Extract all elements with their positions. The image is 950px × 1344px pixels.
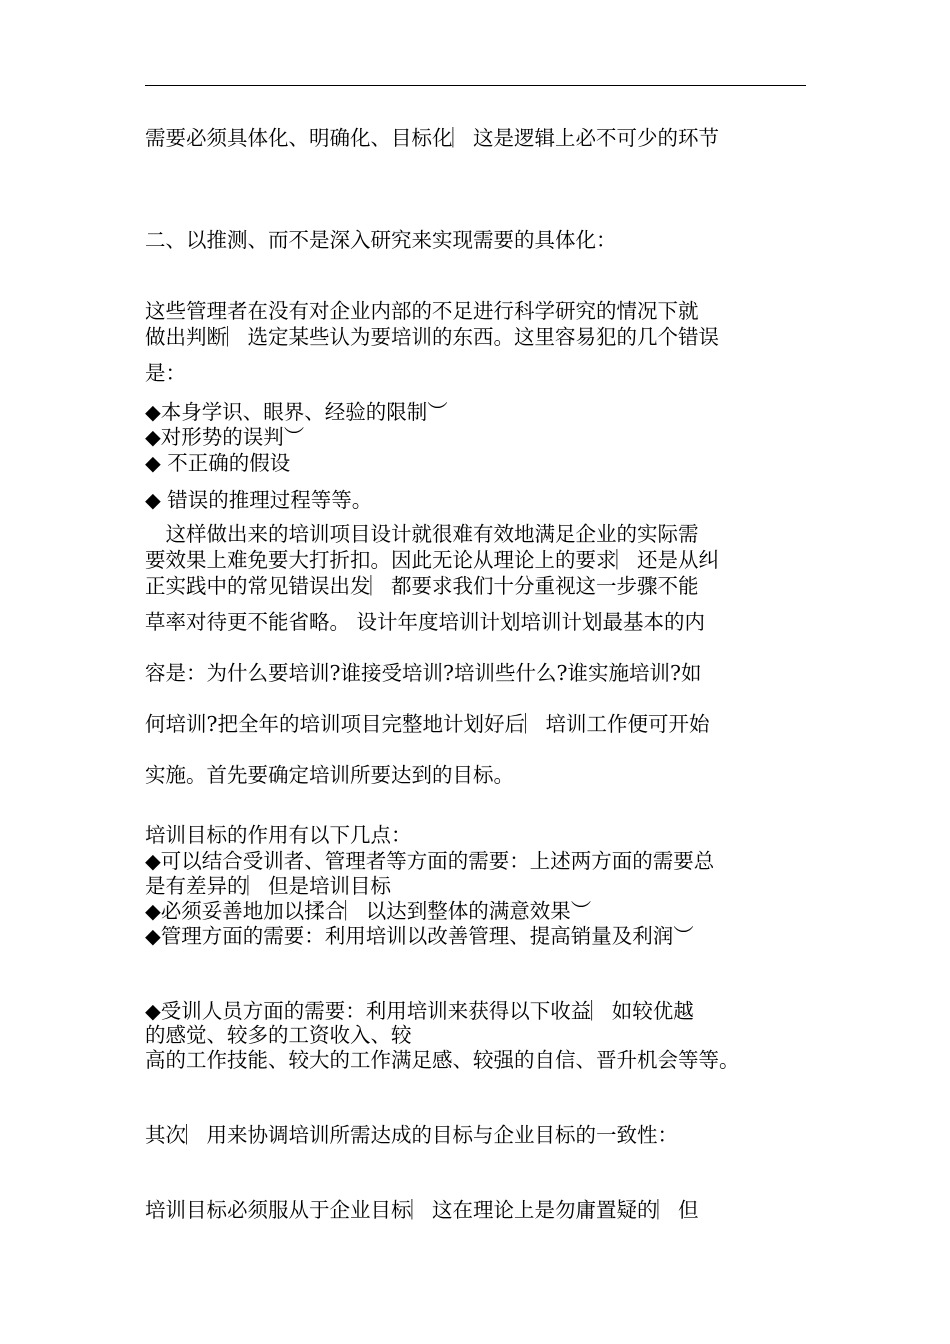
text-line: 需要必须具体化、明确化、目标化︳这是逻辑上必不可少的环节 [145, 126, 719, 150]
text-line: 的感觉、较多的工资收入、较 [145, 1023, 412, 1047]
text-line: 培训目标的作用有以下几点： [145, 823, 412, 847]
text-line: 这些管理者在没有对企业内部的不足进行科学研究的情况下就 [145, 299, 699, 323]
text-line: 正实践中的常见错误出发︳都要求我们十分重视这一步骤不能 [145, 574, 699, 598]
bullet-item: ◆ 错误的推理过程等等。 [145, 488, 373, 512]
text-line: 是： [145, 361, 186, 385]
text-line: 其次︳用来协调培训所需达成的目标与企业目标的一致性： [145, 1123, 678, 1147]
bullet-item: ◆本身学识、眼界、经验的限制︶ [145, 400, 448, 424]
bullet-item: ◆必须妥善地加以揉合︳以达到整体的满意效果︶ [145, 899, 592, 923]
bullet-item: ◆管理方面的需要：利用培训以改善管理、提高销量及利润︶ [145, 924, 694, 948]
section-heading: 二、以推测、而不是深入研究来实现需要的具体化： [145, 228, 617, 252]
text-line: 实施。首先要确定培训所要达到的目标。 [145, 763, 514, 787]
text-line: 容是：为什么要培训?谁接受培训?培训些什么?谁实施培训?如 [145, 661, 702, 685]
text-line: 培训目标必须服从于企业目标︳这在理论上是勿庸置疑的︳但 [145, 1198, 699, 1222]
bullet-item: ◆对形势的误判︶ [145, 425, 305, 449]
text-line: 高的工作技能、较大的工作满足感、较强的自信、晋升机会等等。 [145, 1048, 740, 1072]
text-line: 何培训?把全年的培训项目完整地计划好后︳培训工作便可开始 [145, 712, 710, 736]
header-rule [145, 85, 806, 86]
bullet-item: ◆可以结合受训者、管理者等方面的需要：上述两方面的需要总 [145, 849, 715, 873]
bullet-item: ◆ 不正确的假设 [145, 451, 291, 475]
text-line: 是有差异的︳但是培训目标 [145, 874, 391, 898]
text-line: 这样做出来的培训项目设计就很难有效地满足企业的实际需 [145, 522, 699, 546]
text-line: 要效果上难免要大打折扣。因此无论从理论上的要求︳还是从纠 [145, 548, 719, 572]
bullet-item: ◆受训人员方面的需要：利用培训来获得以下收益︳如较优越 [145, 999, 694, 1023]
text-line: 做出判断︳选定某些认为要培训的东西。这里容易犯的几个错误 [145, 325, 719, 349]
text-line: 草率对待更不能省略。 设计年度培训计划培训计划最基本的内 [145, 610, 706, 634]
